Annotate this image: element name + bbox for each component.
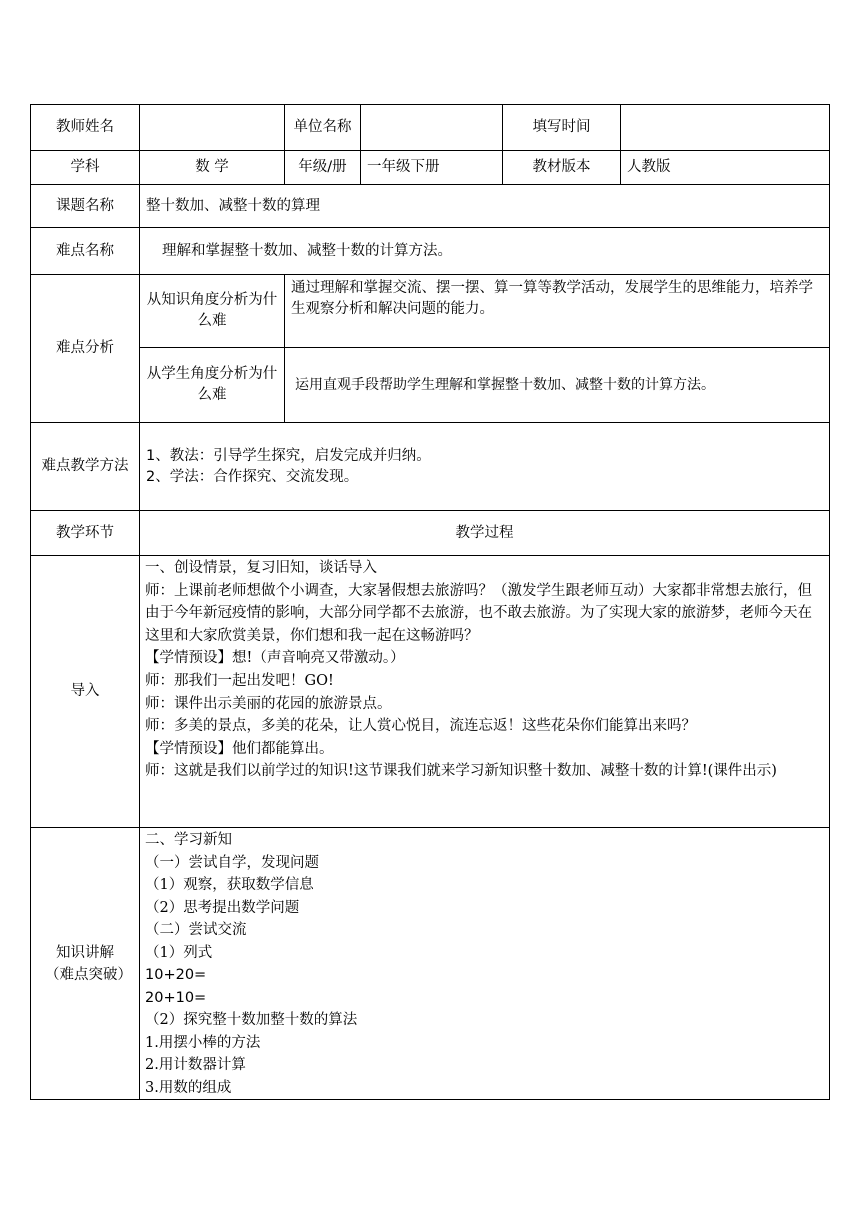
knowledge-line-10: 1.用摆小棒的方法: [145, 1034, 261, 1051]
row-method: [31, 423, 830, 511]
unit-name-label: 单位名称: [285, 105, 361, 151]
method-line-1: 1、教法：引导学生探究，启发完成并归纳。: [146, 447, 431, 464]
textbook-value: 人教版: [621, 151, 830, 185]
unit-name-value: [361, 105, 503, 151]
intro-process: [140, 556, 830, 828]
subject-value: 数 学: [140, 151, 285, 185]
knowledge-line-9: （2）探究整十数加整十数的算法: [145, 1012, 358, 1028]
difficulty-value: 理解和掌握整十数加、减整十数的计算方法。: [140, 228, 830, 275]
student-angle-label: 从学生角度分析为什么难: [140, 348, 285, 423]
knowledge-line-1: 二、学习新知: [145, 832, 232, 848]
knowledge-angle-label: 从知识角度分析为什么难: [140, 275, 285, 348]
intro-line-6: 师：多美的景点，多美的花朵，让人赏心悦目，流连忘返！这些花朵你们能算出来吗？: [145, 718, 696, 735]
method-cell: [140, 423, 830, 511]
row-teacher: [31, 105, 830, 151]
knowledge-line-8: 20+10=: [145, 989, 207, 1006]
intro-label: 导入: [31, 556, 140, 828]
knowledge-line-5: （二）尝试交流: [145, 922, 247, 938]
topic-label: 课题名称: [31, 185, 140, 228]
intro-line-5: 师：课件出示美丽的花园的旅游景点。: [145, 695, 392, 712]
process-label: 教学过程: [140, 511, 830, 556]
knowledge-line-7: 10+20=: [145, 967, 207, 983]
method-label: 难点教学方法: [31, 423, 140, 511]
row-knowledge: [31, 828, 830, 1100]
teacher-name-label: 教师姓名: [31, 105, 140, 151]
intro-line-4: 师：那我们一起出发吧！GO!: [145, 672, 334, 689]
knowledge-line-2: （一）尝试自学，发现问题: [145, 854, 319, 871]
analysis-label: 难点分析: [31, 275, 140, 423]
row-analysis-student: [31, 348, 830, 423]
intro-line-3: 【学情预设】想!（声音响亮又带激动。）: [145, 650, 405, 667]
row-difficulty: [31, 228, 830, 275]
topic-value: 整十数加、减整十数的算理: [140, 185, 830, 228]
lesson-plan-table: [30, 104, 830, 1100]
row-subject: [31, 151, 830, 185]
knowledge-line-4: （2）思考提出数学问题: [145, 899, 300, 916]
knowledge-angle-value: 通过理解和掌握交流、摆一摆、算一算等教学活动，发展学生的思维能力，培养学生观察分析和解决问题的能力。: [285, 275, 830, 348]
row-intro: [31, 556, 830, 828]
row-topic: [31, 185, 830, 228]
knowledge-line-3: （1）观察，获取数学信息: [145, 877, 314, 893]
fill-time-value: [621, 105, 830, 151]
textbook-label: 教材版本: [503, 151, 621, 185]
intro-line-2: 师：上课前老师想做个小调查，大家暑假想去旅游吗？（激发学生跟老师互动）大家都非常想去旅行，但由于今年新冠疫情的影响，大部分同学都不去旅游，也不敢去旅游。为了实现大家的旅游梦，老师今天在这里和大家欣赏美景，你们想和我一起在这畅游吗？: [145, 582, 812, 644]
knowledge-process: [140, 828, 830, 1100]
teacher-name-value: [140, 105, 285, 151]
intro-line-1: 一、创设情景，复习旧知，谈话导入: [145, 560, 377, 576]
grade-value: 一年级下册: [361, 151, 503, 185]
knowledge-line-11: 2.用计数器计算: [145, 1057, 246, 1073]
intro-line-8: 师：这就是我们以前学过的知识!这节课我们就来学习新知识整十数加、减整十数的计算!(课件出示): [145, 763, 777, 780]
knowledge-line-6: （1）列式: [145, 944, 213, 961]
knowledge-line-12: 3.用数的组成: [145, 1079, 232, 1096]
row-stage-header: [31, 511, 830, 556]
method-line-2: 2、学法：合作探究、交流发现。: [146, 468, 359, 485]
row-analysis-knowledge: [31, 275, 830, 348]
grade-label: 年级/册: [285, 151, 361, 185]
difficulty-label: 难点名称: [31, 228, 140, 275]
student-angle-value: 运用直观手段帮助学生理解和掌握整十数加、减整十数的计算方法。: [285, 348, 830, 423]
knowledge-label: 知识讲解（难点突破）: [31, 828, 140, 1100]
stage-label: 教学环节: [31, 511, 140, 556]
fill-time-label: 填写时间: [503, 105, 621, 151]
intro-line-7: 【学情预设】他们都能算出。: [145, 740, 334, 757]
subject-label: 学科: [31, 151, 140, 185]
